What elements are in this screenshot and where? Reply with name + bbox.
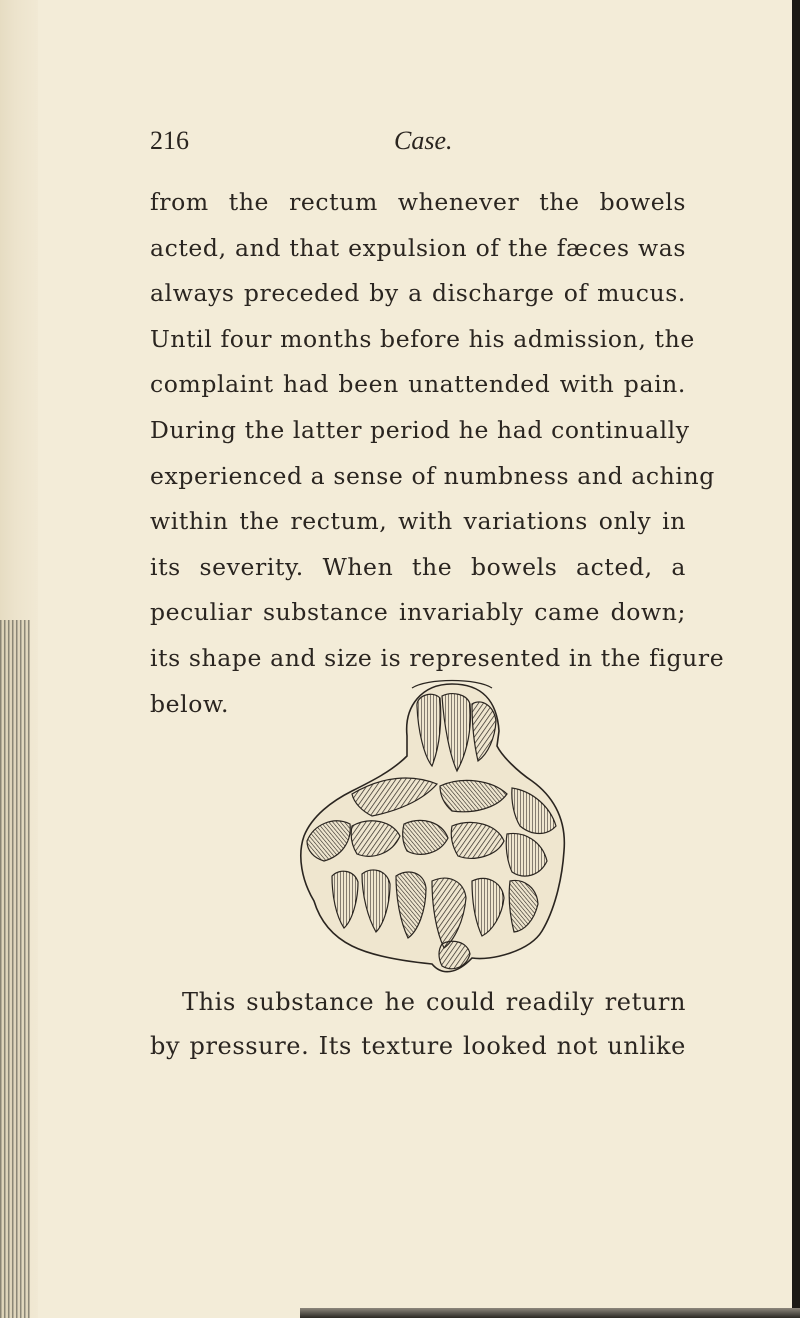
text-line: acted, and that expulsion of the fæces was <box>150 233 686 262</box>
bound-page-edge <box>0 0 38 1318</box>
text-line: within the rectum, with variations only in <box>150 507 686 536</box>
text-line: experienced a sense of numbness and aching <box>150 461 715 490</box>
text-line: its shape and size is represented in the figure <box>150 643 725 672</box>
running-head: Case. <box>394 126 453 155</box>
right-page-edge <box>792 0 800 1318</box>
text-line: its severity. When the bowels acted, a <box>150 552 686 581</box>
spine-shadow <box>0 620 30 1318</box>
text-line: Until four months before his admission, the <box>150 324 695 353</box>
page-number: 216 <box>150 126 189 155</box>
text-line: During the latter period he had continually <box>150 415 690 444</box>
engraved-figure <box>292 676 570 976</box>
page-header <box>150 126 670 166</box>
text-line: always preceded by a discharge of mucus. <box>150 279 686 308</box>
text-line: by pressure. Its texture looked not unlike <box>150 1032 686 1060</box>
text-line: complaint had been unattended with pain. <box>150 370 686 399</box>
body-paragraph <box>150 180 725 727</box>
bottom-page-edge <box>300 1308 800 1318</box>
text-line: below. <box>150 689 230 718</box>
text-line: from the rectum whenever the bowels <box>150 188 686 216</box>
text-line: This substance he could readily return <box>182 988 686 1016</box>
continuation-paragraph <box>150 980 686 1068</box>
text-line: peculiar substance invariably came down; <box>150 598 686 627</box>
